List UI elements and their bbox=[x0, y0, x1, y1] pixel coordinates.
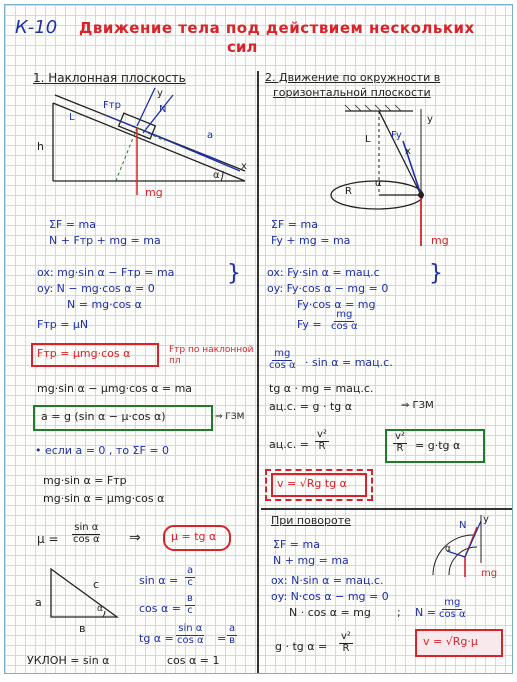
rel-2: mg·sin α = μmg·cos α bbox=[43, 492, 165, 505]
tg-fraction-2 bbox=[227, 624, 237, 646]
c5-den: R bbox=[396, 442, 404, 454]
c5-fraction bbox=[393, 432, 407, 454]
section-circle-title-2: горизонтальной плоскости bbox=[273, 86, 431, 99]
label-y-2: y bbox=[427, 114, 433, 125]
turn-n-num: mg bbox=[444, 597, 461, 608]
label-l: L bbox=[69, 112, 75, 123]
mu-fraction bbox=[71, 523, 102, 545]
tg-fraction bbox=[175, 624, 206, 646]
c1-num: mg bbox=[274, 348, 291, 359]
ftr-formula: Fтр = μmg·cos α bbox=[37, 347, 131, 360]
tg-num: sin α bbox=[178, 623, 203, 634]
eq-sum-forces-2: ΣF = ma bbox=[271, 218, 318, 231]
fy-num: mg bbox=[336, 309, 353, 320]
eq-sum-forces: ΣF = ma bbox=[49, 218, 96, 231]
label-mg-2: mg bbox=[431, 234, 449, 247]
label-alpha-2: α bbox=[375, 178, 382, 189]
v-turn-formula: v = √Rg·μ bbox=[423, 635, 478, 648]
label-fy: Fy bbox=[391, 130, 402, 141]
sin-den: c bbox=[187, 576, 193, 588]
mu-lhs: μ = bbox=[37, 532, 59, 546]
turn-label-alpha: α bbox=[445, 544, 451, 554]
cos-lhs: cos α = bbox=[139, 602, 181, 615]
turn-eq7-fraction bbox=[339, 632, 353, 654]
c2: tg α · mg = maц.с. bbox=[269, 382, 374, 395]
c3: aц.с. = g · tg α bbox=[269, 400, 352, 413]
lesson-code: К-10 bbox=[15, 17, 58, 38]
turn-eq7-lhs: g · tg α = bbox=[275, 640, 328, 653]
label-n: N bbox=[159, 104, 167, 115]
label-r: R bbox=[345, 186, 352, 197]
cos-num: в bbox=[187, 593, 193, 604]
tri-b: в bbox=[79, 622, 86, 635]
eq-vector-2: Fy + mg = ma bbox=[271, 234, 351, 247]
c5-num: v² bbox=[395, 431, 405, 442]
turn-eq7-den: R bbox=[342, 642, 350, 654]
notebook-page bbox=[4, 4, 513, 674]
turn-sep: ; bbox=[397, 606, 401, 619]
if-a-zero: • если a = 0 , то ΣF = 0 bbox=[35, 444, 170, 457]
eq-brace: } bbox=[227, 261, 241, 286]
fy-den: cos α bbox=[331, 320, 358, 332]
sin-num: a bbox=[187, 565, 194, 576]
label-y: y bbox=[157, 88, 163, 99]
label-x-2: x bbox=[405, 146, 411, 157]
turn-label-mg: mg bbox=[481, 568, 498, 579]
eq-vector: N + Fтр + mg = ma bbox=[49, 234, 161, 247]
turn-title: При повороте bbox=[271, 514, 351, 527]
turn-eq7-num: v² bbox=[341, 631, 351, 642]
label-x: x bbox=[241, 161, 247, 172]
gzm-note: ⇒ ГЗМ bbox=[215, 412, 245, 422]
eq-ftr: Fтр = μN bbox=[37, 318, 89, 331]
page-title: Движение тела под действием нескольких bbox=[79, 19, 475, 37]
eq-oy: oy: N − mg·cos α = 0 bbox=[37, 282, 155, 295]
tg-den: cos α bbox=[177, 634, 204, 646]
eq-oy2-2: Fy·cos α = mg bbox=[297, 298, 376, 311]
mu-den: cos α bbox=[73, 533, 100, 545]
turn-eq2: N + mg = ma bbox=[273, 554, 349, 567]
column-divider bbox=[257, 71, 259, 674]
label-alpha: α bbox=[213, 170, 220, 181]
eq-ox: ox: mg·sin α − Fтр = ma bbox=[37, 266, 175, 279]
v-formula: v = √Rg tg α bbox=[277, 477, 347, 490]
rel-1: mg·sin α = Fтр bbox=[43, 474, 127, 487]
eq-ox-2: ox: Fy·sin α = maц.с bbox=[267, 266, 380, 279]
c4-lhs: aц.с. = bbox=[269, 438, 309, 451]
c4-fraction bbox=[315, 430, 329, 452]
cos-den: c bbox=[187, 604, 193, 616]
uklon: УКЛОН = sin α bbox=[27, 654, 110, 667]
turn-eq5: N · cos α = mg bbox=[289, 606, 371, 619]
eq-motion: mg·sin α − μmg·cos α = ma bbox=[37, 382, 193, 395]
label-h: h bbox=[37, 140, 44, 153]
label-ftr: Fтр bbox=[103, 100, 121, 111]
turn-n-fraction bbox=[437, 598, 468, 620]
c4-den: R bbox=[318, 440, 326, 452]
cos-fraction bbox=[185, 594, 195, 616]
section-incline-title: 1. Наклонная плоскость bbox=[33, 71, 186, 85]
tg-equals: = bbox=[217, 632, 227, 645]
turn-eq4: oy: N·cos α − mg = 0 bbox=[271, 590, 389, 603]
c5-rest: = g·tg α bbox=[415, 439, 461, 452]
turn-n-lhs: N = bbox=[415, 606, 436, 619]
eq-brace-2: } bbox=[429, 261, 443, 286]
turn-n-den: cos α bbox=[439, 608, 466, 620]
acceleration-formula: a = g (sin α − μ·cos α) bbox=[41, 410, 166, 423]
label-a: a bbox=[207, 130, 214, 141]
tg-num-2: a bbox=[229, 623, 236, 634]
tg-lhs: tg α = bbox=[139, 632, 174, 645]
c3-gzm: ⇒ ГЗМ bbox=[401, 400, 434, 411]
tri-c: c bbox=[93, 578, 100, 591]
tri-a: a bbox=[35, 596, 42, 609]
label-mg: mg bbox=[145, 186, 163, 199]
conical-pendulum-diagram bbox=[305, 101, 505, 251]
section-separator bbox=[261, 508, 513, 510]
tri-angle: α bbox=[97, 604, 103, 614]
turn-eq1: ΣF = ma bbox=[273, 538, 320, 551]
c4-num: v² bbox=[317, 429, 327, 440]
turn-label-y: y bbox=[483, 514, 489, 525]
eq-oy-2: oy: Fy·cos α − mg = 0 bbox=[267, 282, 389, 295]
mu-arrow: ⇒ bbox=[129, 530, 141, 546]
page-title-line2: сил bbox=[227, 38, 258, 56]
turn-eq3: ox: N·sin α = maц.с. bbox=[271, 574, 384, 587]
sin-fraction bbox=[185, 566, 195, 588]
fy-lhs: Fy = bbox=[297, 318, 322, 331]
mu-num: sin α bbox=[74, 522, 99, 533]
fy-fraction bbox=[329, 310, 360, 332]
c1-rest: · sin α = maц.с. bbox=[305, 356, 393, 369]
tg-den-2: в bbox=[229, 634, 236, 646]
triangle-diagram bbox=[47, 565, 127, 625]
cos-one: cos α = 1 bbox=[167, 654, 220, 667]
section-circle-title: 2. Движение по окружности в bbox=[265, 71, 441, 84]
eq-n: N = mg·cos α bbox=[67, 298, 142, 311]
c1-den: cos α bbox=[269, 359, 296, 371]
turn-label-n: N bbox=[459, 520, 467, 531]
label-l-2: L bbox=[365, 134, 371, 145]
ftr-note: Fтр по наклонной пл bbox=[169, 345, 254, 366]
c1-fraction bbox=[267, 349, 298, 371]
mu-result: μ = tg α bbox=[171, 530, 217, 543]
sin-lhs: sin α = bbox=[139, 574, 179, 587]
